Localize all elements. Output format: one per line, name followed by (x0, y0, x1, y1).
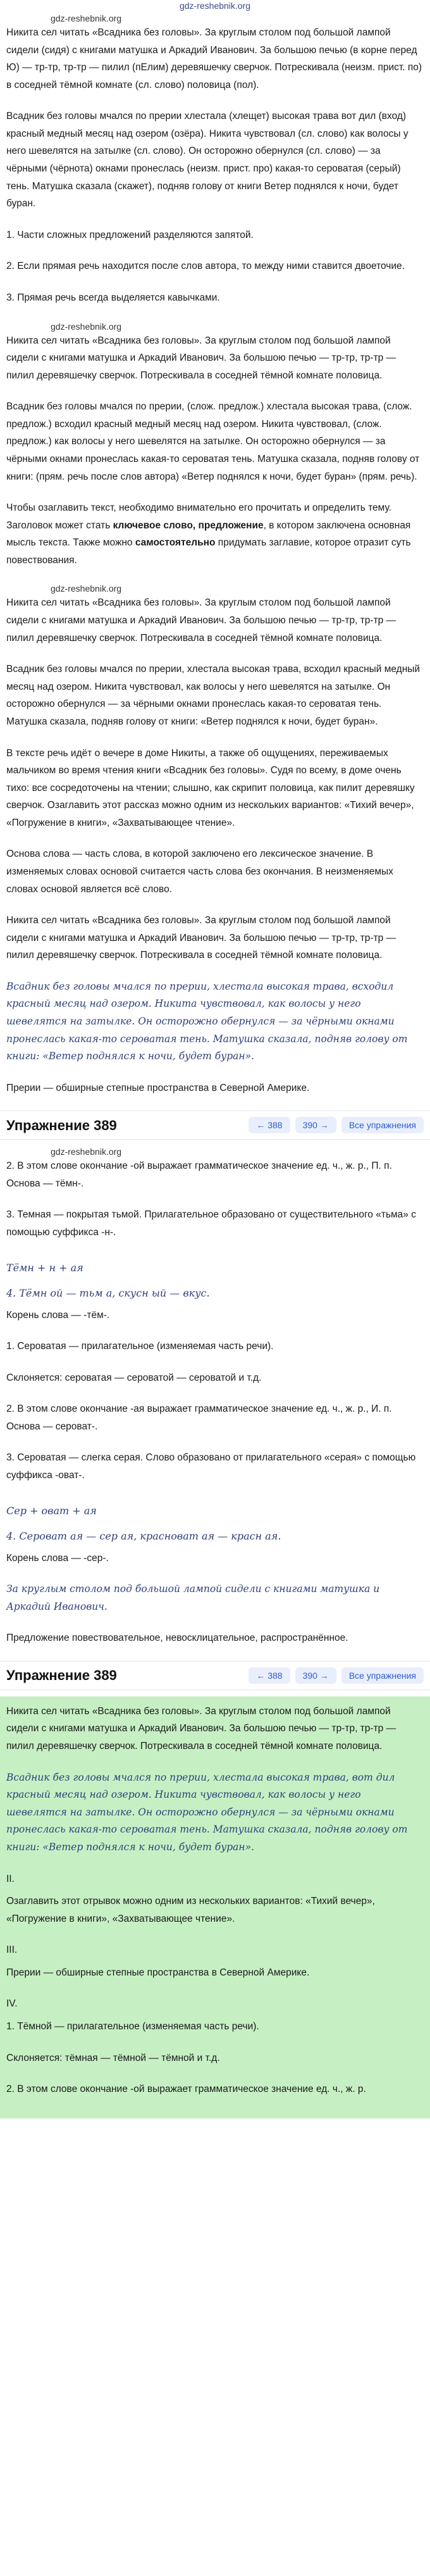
text-block-2c: Чтобы озаглавить текст, необходимо внимательно его прочитать и определить тему. Заголовок может стать ключевое слово, предложение, в котором заключена основная мысль текста. Также можно самостоятельно придумать заглавие, которое отразит суть повествования. (6, 502, 411, 566)
handwritten-analysis: Всадник без головы мчался по прерии, хлестала высокая трава, всходил красный месяц над озером. Никита чувствовал, как волосы у него шевелятся на затылке. Он осторожно обернулся — за чёрными окнами пронеслась какая-то сероватая тень. Матушка сказала, подняв голову от книги: «Ветер поднялся к ночи, будет буран». (6, 980, 408, 1062)
section-number-4: IV. (6, 1998, 18, 2010)
ex2-p1: Никита сел читать «Всадника без головы». За круглым столом под большой лампой сидели с книгами матушка и Аркадий Иванович. За большою печью — тр-тр, тр-тр — пилил деревяшечку сверчок. Потрескивала в соседней тёмной комнате половица. (6, 1705, 396, 1752)
ex1-line-2: 3. Темная — покрытая тьмой. Прилагательное образовано от существительного «тьма» с помощью суффикса -н-. (6, 1209, 416, 1238)
text-block-2a: Никита сел читать «Всадника без головы». За круглым столом под большой лампой сидели с книгами матушка и Аркадий Иванович. За большою печью — тр-тр, тр-тр — пилил деревяшечку сверчок. Потрескивала в соседней тёмной комнате половица. (6, 335, 396, 381)
text-block-3f: Прерии — обширные степные пространства в Северной Америке. (6, 1082, 310, 1093)
text-block-1b: Всадник без головы мчался по прерии хлестала (хлещет) высокая трава вот дил (вход) красный медный месяц над озером (озёра). Никита чувствовал (сл. слово) как волосы у него шевелятся на затылке (сл. слово). Он осторожно обернулся (сл. слово) — за чёрными (чёрнота) окнами пронеслась (неизм. прист. про) какая-то сероватая (серый) тень. Матушка сказала (скажет), подняв голову от книги Ветер поднялся к ночи, будет буран. (6, 111, 408, 209)
section-number-3: III. (6, 1944, 18, 1956)
exercise-nav (249, 1117, 424, 1133)
answer-section (0, 1696, 430, 2119)
text-block-3d: Основа слова — часть слова, в которой заключено его лексическое значение. В изменяемых словах основой считается часть слова без окончания. В неизменяемых словах основой является всё слово. (6, 849, 393, 895)
text-block-2b: Всадник без головы мчался по прерии, (слож. предлож.) хлестала высокая трава, (слож. предлож.) всходил красный медный месяц над озером. Никита чувствовал, (слож. предлож.) как волосы у него шевелятся на затылке. Он осторожно обернулся — за чёрными окнами пронеслась какая-то сероватая тень. Матушка сказала, подняв голову от книги: (прям. речь после слов автора) «Ветер поднялся к ночи, будет буран» (прям. речь). (6, 401, 420, 482)
exercise-header (0, 1111, 430, 1140)
rule-1: 1. Части сложных предложений разделяются запятой. (6, 229, 254, 240)
exercise-nav-2 (249, 1667, 424, 1684)
exercise-title-2: Упражнение 389 (6, 1667, 117, 1684)
ex1-line-3: Корень слова — -тём-. (6, 1309, 110, 1321)
text-block-1: Никита сел читать «Всадника без головы». За круглым столом под большой лампой сидели (сидя) с книгами матушка и Аркадий Иванович. За большою печью (в корне перед Ю) — тр-тр, тр-тр — пилил (пЕлим) деревяшечку сверчок. Потрескивала (неизм. прист. по) в соседней тёмной комнате (сл. слово) половица (пол). (6, 27, 422, 90)
morpheme-scheme-2: 4. Тёмн ой — тьм а, скусн ый — вкус. (6, 1287, 210, 1300)
ex2-l3: 2. В этом слове окончание -ой выражает грамматическое значение ед. ч., ж. р. (6, 2084, 366, 2095)
prev-exercise-button[interactable]: ← 388 (249, 1667, 290, 1684)
ex2-p3: Прерии — обширные степные пространства в Северной Америке. (6, 1967, 310, 1978)
watermark: gdz-reshebnik.org (51, 321, 122, 332)
prev-exercise-button[interactable]: ← 388 (249, 1117, 290, 1133)
ex2-p2: Озаглавить этот отрывок можно одним из нескольких вариантов: «Тихий вечер», «Погружение в книги», «Захватывающее чтение». (6, 1896, 375, 1924)
all-exercises-button[interactable]: Все упражнения (341, 1117, 424, 1133)
ex1-line-5: Склоняется: сероватая — сероватой — сероватой и т.д. (6, 1372, 262, 1383)
ex1-hw-sentence: За круглым столом под большой лампой сидели с книгами матушка и Аркадий Иванович. (6, 1583, 380, 1612)
text-block-3a: Никита сел читать «Всадника без головы». За круглым столом под большой лампой сидели с книгами матушка и Аркадий Иванович. За большою печью — тр-тр, тр-тр — пилил деревяшечку сверчок. Потрескивала в соседней тёмной комнате половица. (6, 597, 396, 644)
next-exercise-button[interactable]: 390 → (295, 1117, 336, 1133)
ex1-line-7: 3. Сероватая — слегка серая. Слово образовано от прилагательного «серая» с помощью суффикса -оват-. (6, 1452, 416, 1481)
watermark: gdz-reshebnik.org (51, 583, 122, 594)
ex1-line-4: 1. Сероватая — прилагательное (изменяемая часть речи). (6, 1341, 274, 1352)
ex2-l2: Склоняется: тёмная — тёмной — тёмной и т.д. (6, 2052, 220, 2063)
text-block-3c: В тексте речь идёт о вечере в доме Никиты, а также об ощущениях, переживаемых мальчиком во время чтения книги «Всадник без головы». Судя по всему, в доме очень тихо: все сосредоточены на чтении; слышно, как скрипит половица, как пилит деревяшку сверчок. Озаглавить этот рассказ можно одним из нескольких вариантов: «Тихий вечер», «Погружение в книги», «Захватывающее чтение». (6, 747, 415, 828)
watermark: gdz-reshebnik.org (51, 13, 122, 23)
ex2-handwritten: Всадник без головы мчался по прерии, хлестала высокая трава, вот дил красный месяц над озером. Никита чувствовал, как волосы у него шевелятся на затылке. Он осторожно обернулся — за чёрными окнами пронеслась какая-то сероватая тень. Матушка сказала, подняв голову от книги: «Ветер поднялся к ночи, будет буран». (6, 1771, 408, 1853)
rule-3: 3. Прямая речь всегда выделяется кавычками. (6, 292, 220, 303)
next-exercise-button[interactable]: 390 → (295, 1667, 336, 1684)
keyword-bold: ключевое слово, предложение (113, 520, 264, 531)
site-watermark-top: gdz-reshebnik.org (179, 1, 251, 11)
keyword-bold-2: самостоятельно (135, 537, 216, 549)
section-number-2: II. (6, 1873, 15, 1884)
text-block-3e: Никита сел читать «Всадника без головы». За круглым столом под большой лампой сидели с книгами матушка и Аркадий Иванович. За большою печью — тр-тр, тр-тр — пилил деревяшечку сверчок. Потрескивала в соседней тёмной комнате половица. (6, 915, 396, 961)
exercise-title: Упражнение 389 (6, 1117, 117, 1133)
all-exercises-button[interactable]: Все упражнения (341, 1667, 424, 1684)
ex1-line-1: 2. В этом слове окончание -ой выражает грамматическое значение ед. ч., ж. р., П. п. Основа — тёмн-. (6, 1160, 392, 1189)
morpheme-scheme-3: Сер + оват + ая (6, 1504, 97, 1517)
morpheme-scheme-4: 4. Сероват ая — сер ая, краснoват ая — красн ая. (6, 1530, 281, 1543)
watermark: gdz-reshebnik.org (51, 1147, 122, 1157)
ex1-line-8: Корень слова — -сер-. (6, 1552, 109, 1564)
ex1-line-6: 2. В этом слове окончание -ая выражает грамматическое значение ед. ч., ж. р., И. п. Основа — серoват-. (6, 1403, 392, 1432)
morpheme-scheme-1: Тёмн + н + ая (6, 1261, 83, 1274)
ex1-line-9: Предложение повествовательное, невосклицательное, распространённое. (6, 1633, 348, 1644)
rule-2: 2. Если прямая речь находится после слов автора, то между ними ставится двоеточие. (6, 261, 405, 272)
exercise-header-2 (0, 1661, 430, 1690)
ex2-l1: 1. Тёмной — прилагательное (изменяемая часть речи). (6, 2020, 259, 2032)
text-block-3b: Всадник без головы мчался по прерии, хлестала высокая трава, всходил красный медный месяц над озером. Никита чувствовал, как волосы у него шевелятся на затылке. Он осторожно обернулся — за чёрными окнами пронеслась какая-то сероватая тень. Матушка сказала, подняв голову от книги: «Ветер поднялся к ночи, будет буран». (6, 664, 421, 727)
